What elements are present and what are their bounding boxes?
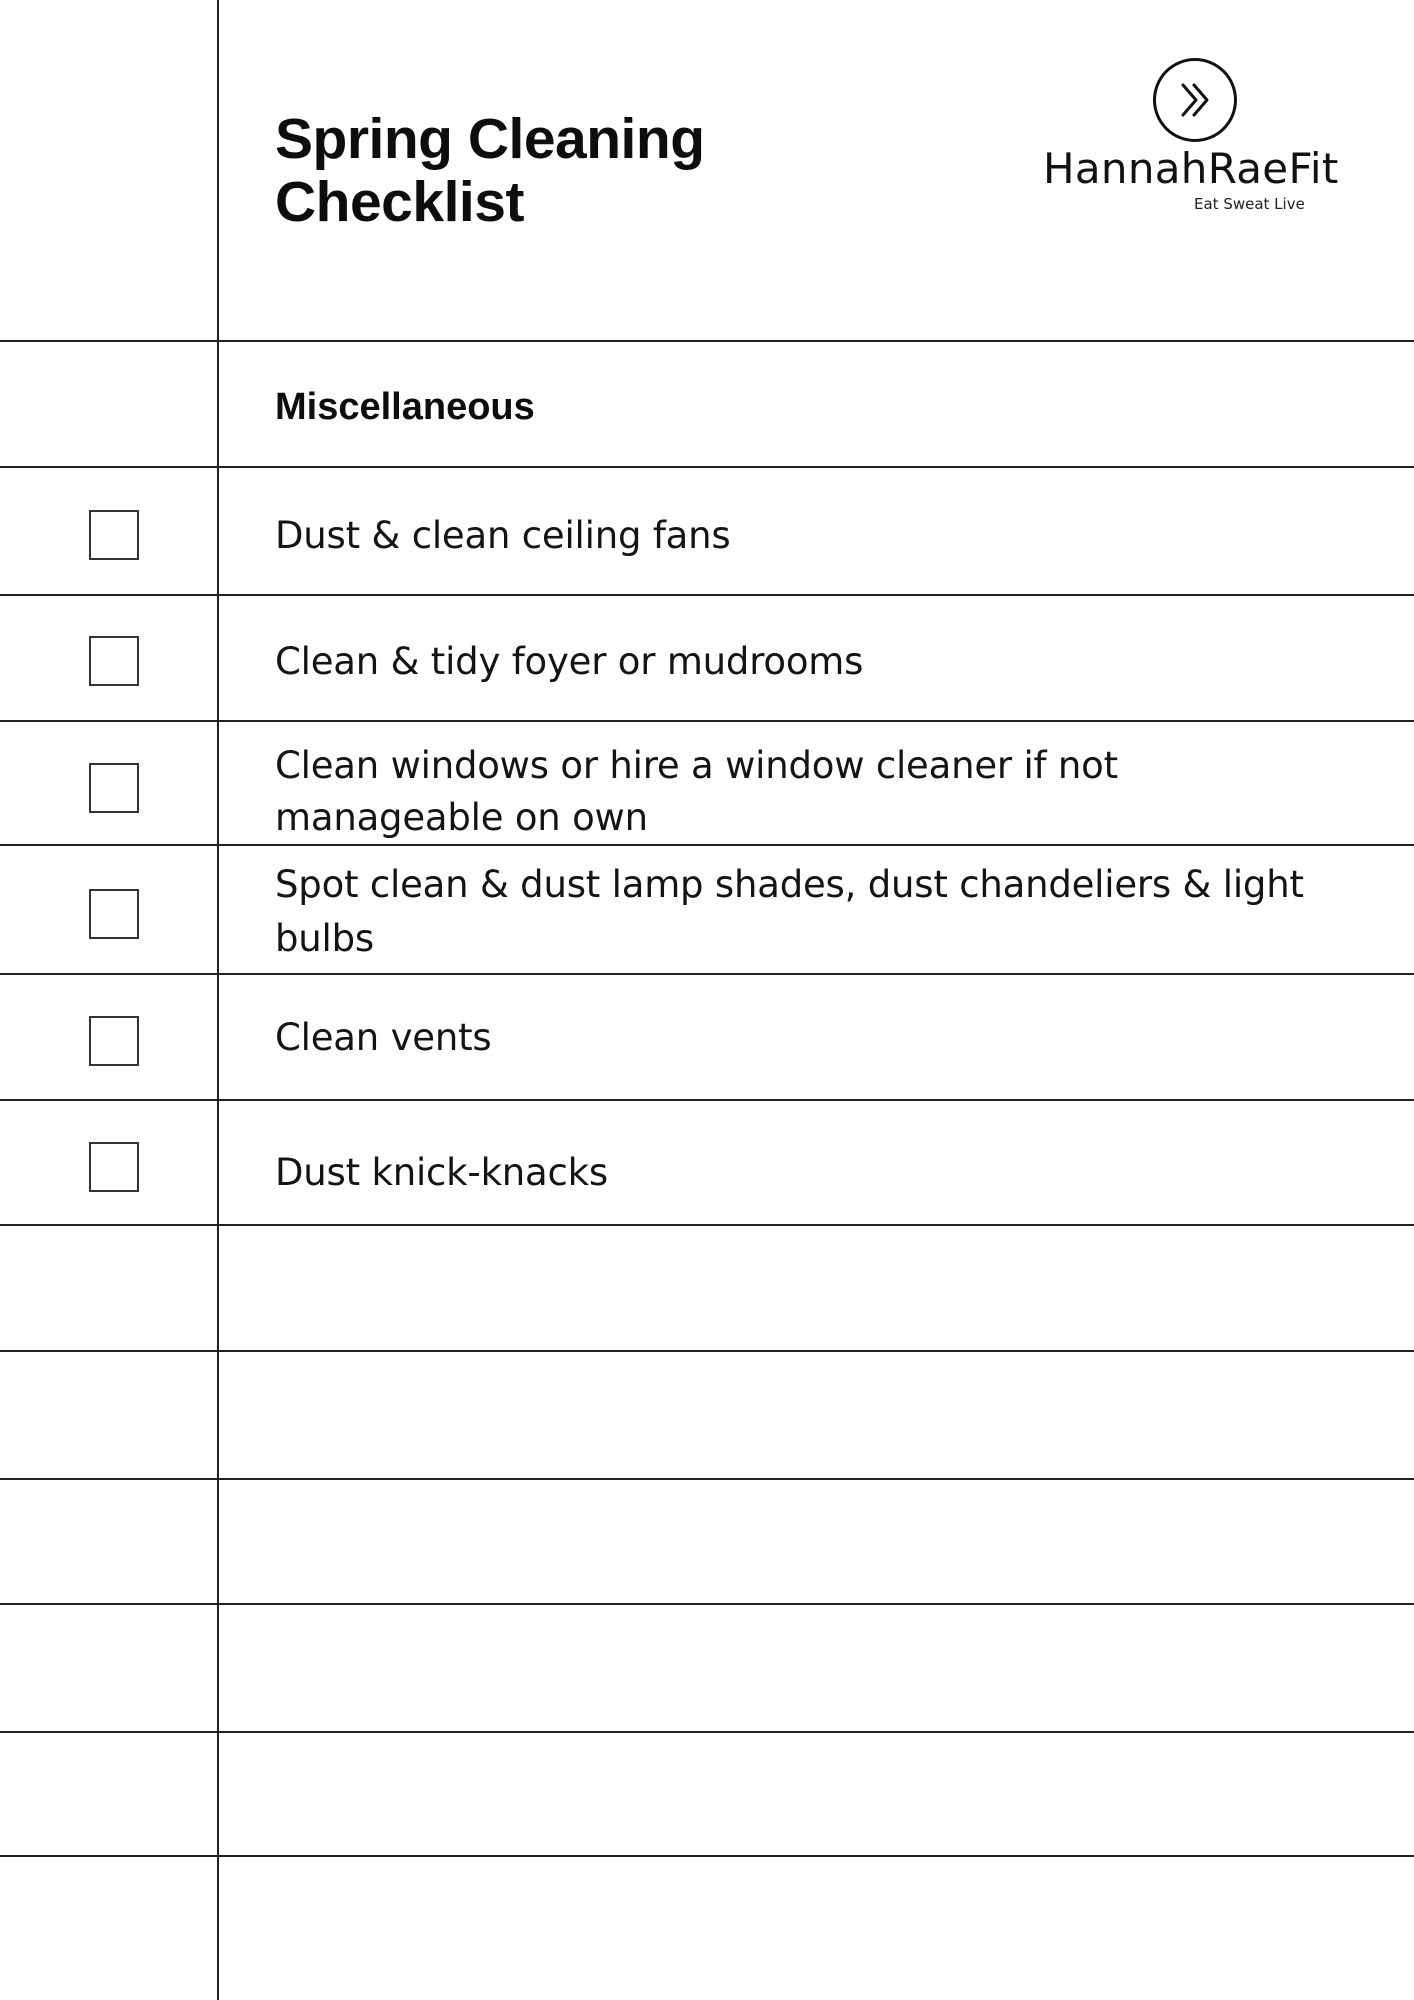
row-divider (0, 340, 1414, 342)
checklist-item-label: Dust knick-knacks (275, 1151, 608, 1194)
row-divider (0, 720, 1414, 722)
checkbox[interactable] (89, 889, 139, 939)
section-heading: Miscellaneous (275, 386, 535, 428)
page-title-line2: Checklist (275, 170, 524, 234)
row-divider (0, 1099, 1414, 1101)
row-divider (0, 1603, 1414, 1605)
row-divider (0, 466, 1414, 468)
row-divider (0, 594, 1414, 596)
checklist-item-label-line1: Spot clean & dust lamp shades, dust chandeliers & light (275, 863, 1304, 906)
checkbox[interactable] (89, 636, 139, 686)
page-title-line1: Spring Cleaning (275, 107, 705, 171)
brand-name: HannahRaeFit (1043, 144, 1339, 193)
column-divider (217, 0, 219, 2000)
row-divider (0, 973, 1414, 975)
checklist-item-label-line2: bulbs (275, 917, 374, 960)
brand-logo (1030, 56, 1350, 226)
row-divider (0, 1731, 1414, 1733)
brand-tagline: Eat Sweat Live (1194, 195, 1305, 213)
checklist-item-label: Dust & clean ceiling fans (275, 514, 731, 557)
checklist-item-label (275, 740, 1375, 844)
checkbox[interactable] (89, 510, 139, 560)
row-divider (0, 1855, 1414, 1857)
checklist-item-label-line1: Clean windows or hire a window cleaner if not (275, 744, 1118, 787)
checklist-item-label (275, 858, 1375, 966)
checkbox[interactable] (89, 1142, 139, 1192)
double-chevron-right-icon-glyph (1156, 61, 1234, 139)
row-divider (0, 1224, 1414, 1226)
checklist-item-label: Clean vents (275, 1016, 492, 1059)
checkbox[interactable] (89, 763, 139, 813)
double-chevron-right-icon (1153, 58, 1237, 142)
row-divider (0, 844, 1414, 846)
page-title (275, 108, 835, 234)
row-divider (0, 1478, 1414, 1480)
row-divider (0, 1350, 1414, 1352)
checklist-item-label-line2: manageable on own (275, 796, 648, 839)
checkbox[interactable] (89, 1016, 139, 1066)
checklist-item-label: Clean & tidy foyer or mudrooms (275, 640, 864, 683)
